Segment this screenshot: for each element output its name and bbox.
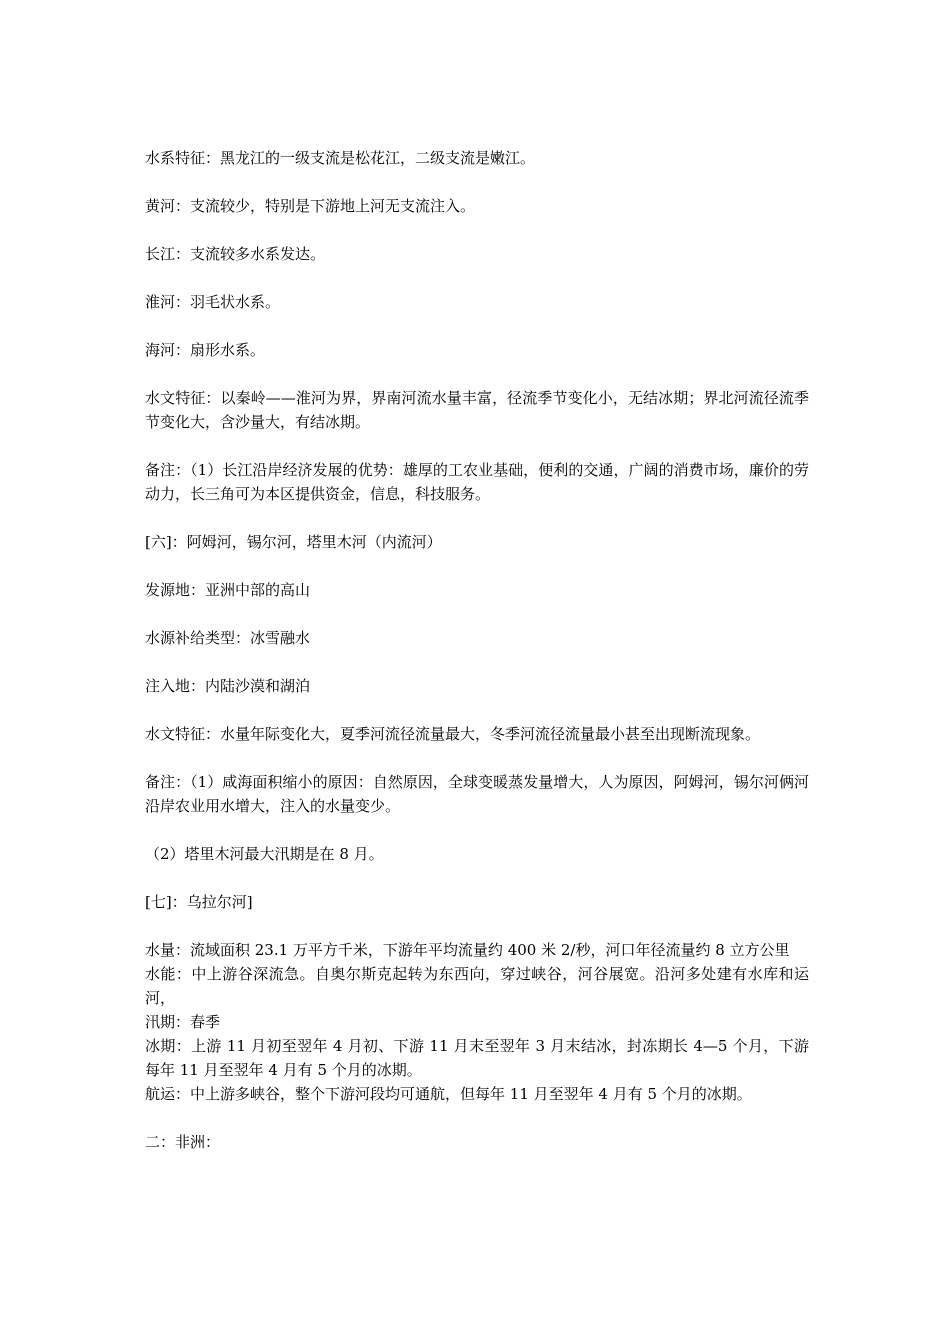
paragraph-aral-note: 备注：（1）咸海面积缩小的原因：自然原因，全球变暖蒸发量增大，人为原因，阿姆河，锡尔河俩河沿岸农业用水增大，注入的水量变少。	[145, 773, 809, 815]
paragraph-water-supply: 水源补给类型：冰雪融水	[145, 629, 311, 647]
ural-navigation: 航运：中上游多峡谷，整个下游河段均可通航，但每年 11 月至翌年 4 月有 5 个月的冰期。	[145, 1085, 752, 1103]
paragraph-source: 发源地：亚洲中部的高山	[145, 581, 311, 599]
ural-ice-period: 冰期：上游 11 月初至翌年 4 月初、下游 11 月末至翌年 3 月末结冰，封冻期长 4—5 个月，下游每年 11 月至翌年 4 月有 5 个月的冰期。	[145, 1037, 809, 1079]
ural-flood-season: 汛期：春季	[145, 1013, 221, 1031]
section-heading-seven: [七]：乌拉尔河]	[145, 893, 253, 911]
ural-details	[145, 938, 809, 1106]
section-heading-six: [六]：阿姆河，锡尔河，塔里木河（内流河）	[145, 533, 442, 551]
paragraph-tarim-note: （2）塔里木河最大汛期是在 8 月。	[145, 845, 384, 863]
paragraph-heilongjiang: 水系特征：黑龙江的一级支流是松花江，二级支流是嫩江。	[145, 149, 536, 167]
ural-hydropower: 水能：中上游谷深流急。自奥尔斯克起转为东西向，穿过峡谷，河谷展宽。沿河多处建有水库和运河，	[145, 965, 809, 1007]
paragraph-hai-river: 海河：扇形水系。	[145, 341, 266, 359]
paragraph-yangtze: 长江：支流较多水系发达。	[145, 245, 326, 263]
paragraph-destination: 注入地：内陆沙漠和湖泊	[145, 677, 311, 695]
paragraph-hydrology-inland: 水文特征：水量年际变化大，夏季河流径流量最大，冬季河流径流量最小甚至出现断流现象。	[145, 725, 761, 743]
document-page	[145, 146, 809, 1178]
paragraph-yellow-river: 黄河：支流较少，特别是下游地上河无支流注入。	[145, 197, 476, 215]
paragraph-hydrology: 水文特征：以秦岭——淮河为界，界南河流水量丰富，径流季节变化小，无结冰期；界北河流径流季节变化大，含沙量大，有结冰期。	[145, 389, 809, 431]
section-heading-africa: 二：非洲：	[145, 1133, 221, 1151]
paragraph-huai-river: 淮河：羽毛状水系。	[145, 293, 281, 311]
paragraph-yangtze-note: 备注：（1）长江沿岸经济发展的优势：雄厚的工农业基础，便利的交通，广阔的消费市场，廉价的劳动力，长三角可为本区提供资金，信息，科技服务。	[145, 461, 809, 503]
ural-volume: 水量：流域面积 23.1 万平方千米，下游年平均流量约 400 米 2/秒，河口年径流量约 8 立方公里	[145, 941, 790, 959]
